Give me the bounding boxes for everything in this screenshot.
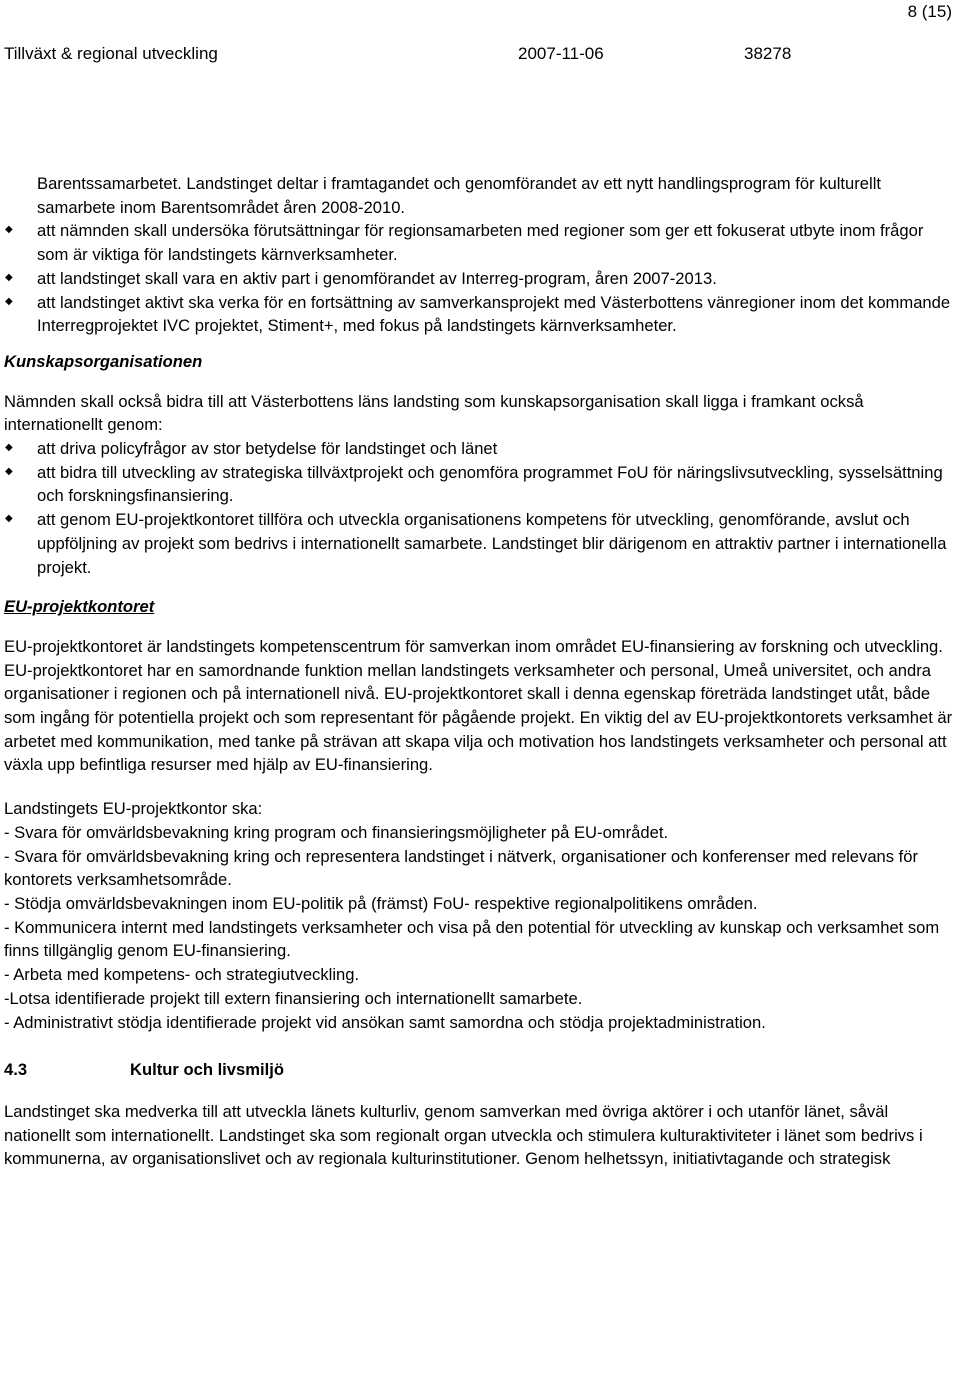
diamond-bullet-icon: ◆: [5, 224, 13, 236]
section-title: Kultur och livsmiljö: [130, 1060, 284, 1080]
list-item: ◆ att landstinget skall vara en aktiv part i genomförandet av Interreg-program, åren 2007-2013.: [4, 267, 954, 291]
eu-paragraph: EU-projektkontoret är landstingets kompetenscentrum för samverkan inom området EU-finansiering av forskning och utveckling. EU-projektkontoret har en samordnande funktion mellan landstingets verksamheter och personal, Umeå universitet, och andra organisationer i regionen och på internationell nivå. EU-projektkontoret skall i denna egenskap företräda landstinget utåt, både som ingång för potentiella projekt och som representant för pågående projekt. En viktig del av EU-projektkontorets verksamhet är arbetet med kommunikation, med tanke på strävan att skapa vilja och motivation hos landstingets verksamheter och personal att växla upp befintliga resurser med hjälp av EU-finansiering.: [4, 636, 953, 775]
diamond-bullet-icon: ◆: [5, 465, 13, 477]
section-heading-kultur: [4, 1058, 954, 1082]
section-heading-eu: EU-projektkontoret: [4, 597, 155, 617]
diamond-bullet-icon: ◆: [5, 513, 13, 525]
header-number: 38278: [744, 44, 792, 63]
kunskap-intro: Nämnden skall också bidra till att Västerbottens läns landsting som kunskapsorganisation skall ligga i framkant också internationellt genom:: [4, 391, 864, 435]
list-item: ◆ att nämnden skall undersöka förutsättningar för regionsamarbeten med regioner som ger ett fokuserat utbyte inom frågor som är viktiga för landstingets kärnverksamheter.: [4, 219, 954, 266]
section-number: 4.3: [4, 1060, 28, 1080]
continued-paragraph: Barentssamarbetet. Landstinget deltar i framtagandet och genomförandet av ett nytt handlingsprogram för kulturellt samarbete inom Barentsområdet åren 2008-2010.: [37, 174, 881, 217]
eu-tasks-intro: Landstingets EU-projektkontor ska:: [4, 799, 263, 819]
eu-task: - Arbeta med kompetens- och strategiutveckling.: [4, 965, 360, 985]
diamond-bullet-icon: ◆: [5, 442, 13, 454]
body-content: [4, 172, 954, 1171]
diamond-bullet-icon: ◆: [5, 295, 13, 307]
eu-task: - Kommunicera internt med landstingets verksamheter och visa på den potential för utveckling av kunskap och verksamhet som finns tillgänglig genom EU-finansiering.: [4, 917, 940, 961]
eu-task: - Svara för omvärldsbevakning kring och representera landstinget i nätverk, organisationer och konferenser med relevans för kontorets verksamhetsområde.: [4, 846, 919, 890]
header-title: Tillväxt & regional utveckling: [4, 44, 218, 63]
page-number: 8 (15): [907, 2, 952, 21]
page-header: [4, 44, 874, 70]
list-item: ◆ att genom EU-projektkontoret tillföra och utveckla organisationens kompetens för utveckling, genomförande, avslut och uppföljning av projekt som bedrivs i internationellt samarbete. Landstinget blir därigenom en attraktiv partner i internationella projekt.: [4, 508, 954, 579]
header-date: 2007-11-06: [518, 44, 604, 63]
diamond-bullet-icon: ◆: [5, 271, 13, 283]
eu-task: - Administrativt stödja identifierade projekt vid ansökan samt samordna och stödja projektadministration.: [4, 1012, 766, 1032]
list-item: ◆ att landstinget aktivt ska verka för en fortsättning av samverkansprojekt med Västerbottens vänregioner inom det kommande Interregprojektet IVC projektet, Stiment+, med fokus på landstingets kärnverksamheter.: [4, 291, 954, 338]
list-item: ◆ att driva policyfrågor av stor betydelse för landstinget och länet: [4, 437, 954, 461]
kunskap-bullet-list: [4, 437, 954, 579]
kultur-paragraph: Landstinget ska medverka till att utveckla länets kulturliv, genom samverkan med övriga aktörer i och utanför länet, såväl nationellt som internationellt. Landstinget ska som regionalt organ utveckla och stimulera kulturaktiviteter i länet som bedrivs i kommunerna, av organisationslivet och av regionala kulturinstitutioner. Genom helhetssyn, initiativtagande och strategisk: [4, 1101, 923, 1169]
section-heading-kunskap: Kunskapsorganisationen: [4, 351, 203, 371]
eu-task: - Stödja omvärldsbevakningen inom EU-politik på (främst) FoU- respektive regionalpolitikens områden.: [4, 893, 758, 913]
list-item: ◆ att bidra till utveckling av strategiska tillväxtprojekt och genomföra programmet FoU för näringslivsutveckling, sysselsättning och forskningsfinansiering.: [4, 461, 954, 508]
eu-task: -Lotsa identifierade projekt till extern finansiering och internationellt samarbete.: [4, 988, 583, 1008]
regional-bullet-list: [4, 219, 954, 338]
eu-task: - Svara för omvärldsbevakning kring program och finansieringsmöjligheter på EU-området.: [4, 822, 669, 842]
